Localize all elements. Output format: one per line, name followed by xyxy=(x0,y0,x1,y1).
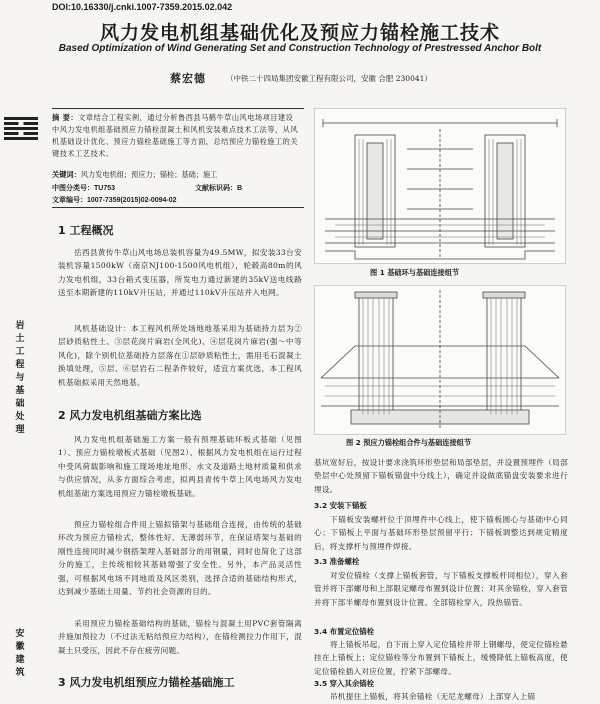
abstract-text: 文章结合工程实例，通过分析鲁西县马鹤牛草山风电场项目建设中风力发电机组基础预应力锚栓混凝土和风机安装难点技术工法等，从风机基础设计优化、预应力锚栓基础施工等方面，总结预应力锚栓施工的关键技术工艺技术。 xyxy=(52,113,299,158)
abstract-bottom-rule xyxy=(52,207,304,208)
abstract-label: 摘 要： xyxy=(52,113,79,122)
side-bottom-char: 筑 xyxy=(15,668,25,678)
keywords-text: 风力发电机组；预应力；锚栓；基础；施工 xyxy=(80,170,218,179)
right-column-paragraph-1: 基坑宽好后，按设计要求浇筑环形垫层和局部垫层，并设置预埋件（局部垫层中心处预留下锚板锚盘中分线上），确定并设做底锚盘安装要求进行埋设。 xyxy=(314,458,568,494)
section-2-heading: 2 风力发电机组基础方案比选 xyxy=(58,409,202,422)
trigram-decoration xyxy=(4,117,38,142)
document-code: 文献标识码：B xyxy=(195,185,243,192)
subsection-3-2-text: 下锚板安装螺杆位于顶埋件中心线上，使下锚板圆心与基础中心同心；下锚板上平面与基础环形垫层预留平行；下锚板调整达到规定精度后，将支撑杆与预埋件焊接。 xyxy=(314,515,568,551)
side-top-char: 程 xyxy=(15,360,25,370)
clc-number: 中图分类号：TU753 xyxy=(52,185,116,192)
side-label-journal xyxy=(14,628,26,680)
author-name: 蔡宏德 xyxy=(170,72,206,85)
figure-2-drawing xyxy=(314,285,566,435)
section-2-paragraph-1: 风力发电机组基础施工方案一般有预埋基础环板式基础（见图1）、预应力锚栓墩板式基础（见图2）、根据风力发电机组在运行过程中受风荷载影响和施工现场地址地形、水文及道路土地材质量和供求与供应情况，从多方面综合考虑，拟两县青传牛草上风电场风力发电机组基础方案选用预应力锚栓墩板基础。 xyxy=(58,435,302,498)
author-affiliation: （中铁二十四局集团安徽工程有限公司，安徽 合肥 230041） xyxy=(226,74,432,83)
side-top-char: 工 xyxy=(15,347,25,357)
subsection-3-2-heading: 3.2 安装下锚板 xyxy=(314,501,367,510)
figure-2-svg xyxy=(315,286,565,434)
figure-2-caption: 图 2 预应力锚栓组合件与基础连接组节 xyxy=(346,438,472,447)
subsection-3-3-heading: 3.3 准备螺栓 xyxy=(314,557,360,566)
subsection-3-5-heading: 3.5 穿入其余锚栓 xyxy=(314,679,375,688)
paper-title: 风力发电机组基础优化及预应力锚栓施工技术 xyxy=(99,22,500,44)
side-top-char: 处 xyxy=(15,412,25,422)
side-bottom-char: 徽 xyxy=(15,642,25,652)
side-top-char: 理 xyxy=(15,425,25,435)
figure-1-caption: 图 1 基础环与基础连接组节 xyxy=(370,268,460,277)
abstract-top-rule xyxy=(52,108,304,109)
section-3-heading: 3 风力发电机组预应力锚栓基础施工 xyxy=(58,676,235,689)
article-number: 文章编号：1007-7359(2015)02-0094-02 xyxy=(52,197,177,204)
side-label-category xyxy=(14,320,26,437)
keywords xyxy=(52,170,302,180)
side-bottom-char: 建 xyxy=(15,655,25,665)
keywords-label: 关键词： xyxy=(52,170,81,179)
side-top-char: 土 xyxy=(15,334,25,344)
section-2-paragraph-3: 采用预应力锚栓基础结构的基础，锚栓与混凝土用PVC套管隔离并施加预拉力（不过法无粘结预应力结构），在锚栓测拉力作用下，混凝土只受压，因此不存在疲劳问题。 xyxy=(58,619,302,655)
side-top-char: 基 xyxy=(15,386,25,396)
section-1-paragraph-1: 岳西县黄传牛草山风电场总装机容量为49.5MW，拟安装33台安装机容量1500kW（南京NJ100-1500风电机组），轮毂高80m的风力发电机组，33台箱式变压器，所发电力通过新建的35kV送电线路送至本期新建的110kV升压站，并通过110kV升压站并入电网。 xyxy=(58,248,302,298)
subsection-3-5-text: 吊机提住上锚板，将其余锚栓（无尼龙螺母）上部穿入上锚 xyxy=(330,692,536,701)
section-1-paragraph-2: 风机基础设计：本工程风机所处场地地基采用为基础持力层为②层砂质粘性土、③层花岗片麻岩(全风化)、④层花岗片麻岩(强～中等风化)，除个别机位基础持力层落在①层砂质粘性土，需用毛石混凝土换填处理，⑤层、⑥层岩石二程条件较好，适宜方案优选，本工程风机基础拟采用天然地基。 xyxy=(58,324,302,387)
doi-line: DOI:10.16330/j.cnki.1007-7359.2015.02.042 xyxy=(52,2,233,12)
side-top-char: 与 xyxy=(15,373,25,383)
side-top-char: 础 xyxy=(15,399,25,409)
figure-1-svg xyxy=(315,109,565,263)
side-bottom-char: 安 xyxy=(15,629,25,639)
abstract xyxy=(52,112,300,160)
section-2-paragraph-2: 预应力锚栓组合件用上锚拟锚架与基础组合连接，由传统的基础环改为预应力锚栓式，整体性好、无薄弱环节，在保证塔架与基础的刚性连接同时减少钢搭架埋入基础部分的用钢量，同时也简化了这部分的施工，主传统相较其基础增强了安全性。另外，本产品灵活性强，可根据风电场不同地质及风区类别，选择合适的基础结构形式，达到减少基础土用量、节约社会资源的目的。 xyxy=(58,520,302,597)
subsection-3-4-heading: 3.4 布置定位锚栓 xyxy=(314,627,375,636)
figure-1-drawing xyxy=(314,108,566,264)
subsection-3-4-text: 将上锚板吊起，自下而上穿入定位锚栓并带上钢螺母，使定位锚栓悬挂在上锚板上；定位锚栓等分布置到下锚板上，缓慢降低上锚板高度，使定位锚栓插入对应位置，拧紧下部螺母。 xyxy=(314,640,568,676)
section-1-heading: 1 工程概况 xyxy=(58,224,114,237)
side-top-char: 岩 xyxy=(15,321,25,331)
paper-subtitle: Based Optimization of Wind Generating Set and Construction Technology of Prestressed Anchor Bolt xyxy=(58,43,542,54)
subsection-3-3-text: 对安位锚栓（支撑上锚板套管，与下锚板支撑板杆同相位），穿入套管并将下部螺母和上部限定螺母布置到设计位置；对其余锚栓，穿入套管并将下部半螺母布置到设计位置。全部锚栓穿入，段热锚管。 xyxy=(314,571,568,607)
